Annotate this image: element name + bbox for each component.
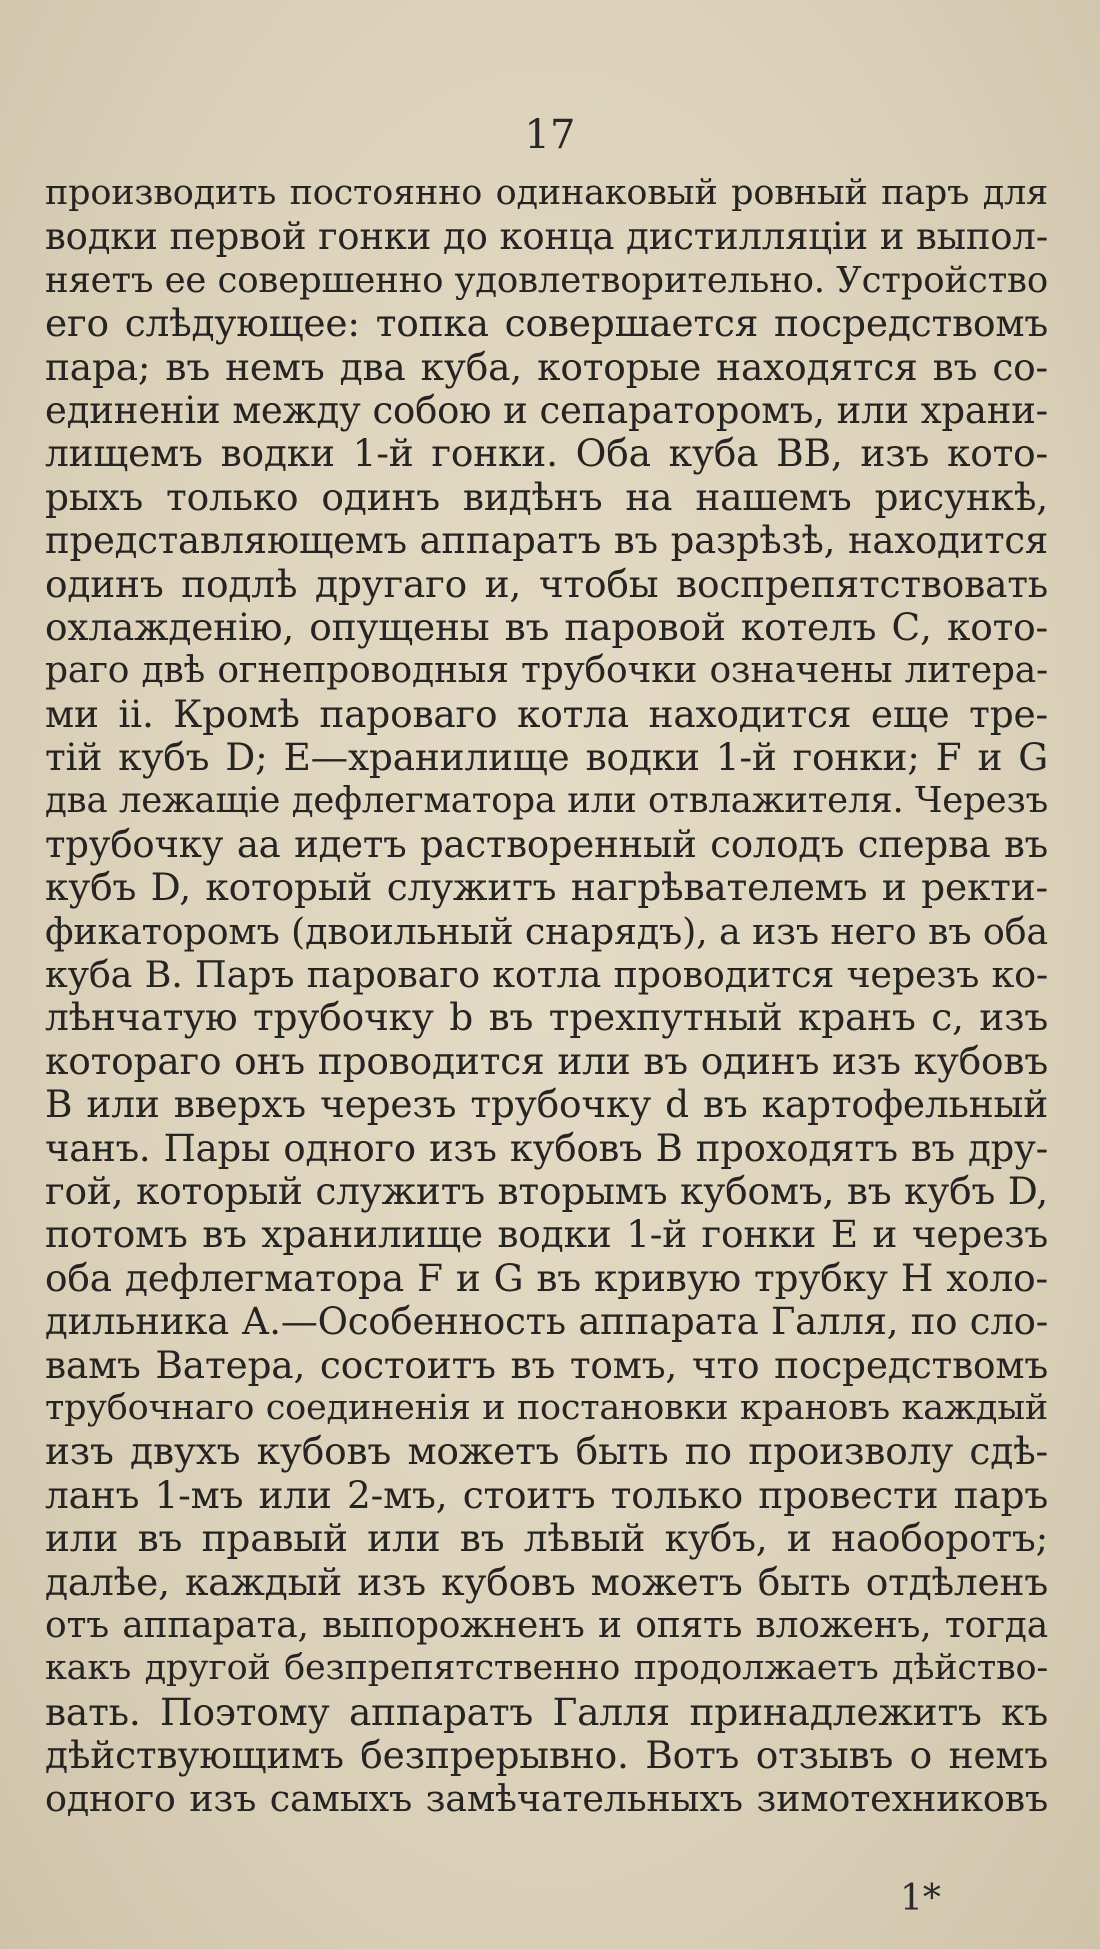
text-line: куба В. Паръ пароваго котла проводится черезъ ко- bbox=[45, 953, 1048, 997]
text-line: его слѣдующее: топка совершается посредствомъ bbox=[45, 301, 1048, 346]
text-line: тій кубъ D; Е—хранилище водки 1-й гонки; F и G bbox=[45, 735, 1048, 780]
text-line: вамъ Ватера, состоитъ въ томъ, что посредствомъ bbox=[45, 1342, 1048, 1387]
text-line: трубочку aa идетъ растворенный солодъ сперва въ bbox=[45, 822, 1048, 866]
text-line: единеніи между собою и сепараторомъ, или храни- bbox=[45, 388, 1048, 432]
text-line: далѣе, каждый изъ кубовъ можетъ быть отдѣленъ bbox=[45, 1559, 1048, 1604]
text-line: дильника А.—Особенность аппарата Галля, по сло- bbox=[45, 1300, 1048, 1344]
text-line: производить постоянно одинаковый ровный паръ для bbox=[45, 173, 1048, 213]
text-line: котораго онъ проводится или въ одинъ изъ кубовъ bbox=[45, 1038, 1048, 1083]
text-line: раго двѣ огнепроводныя трубочки означены литера- bbox=[45, 650, 1048, 692]
text-line: рыхъ только одинъ видѣнъ на нашемъ рисункѣ, bbox=[45, 474, 1048, 519]
body-text bbox=[45, 172, 1048, 1821]
text-line: дѣйствующимъ безпрерывно. Вотъ отзывъ о немъ bbox=[45, 1733, 1048, 1778]
text-line: кубъ D, который служитъ нагрѣвателемъ и ректи- bbox=[45, 865, 1048, 910]
text-line: фикаторомъ (двоильный снарядъ), а изъ него въ оба bbox=[45, 909, 1048, 953]
text-line: одного изъ самыхъ замѣчательныхъ зимотехниковъ bbox=[45, 1777, 1048, 1821]
text-line: вать. Поэтому аппаратъ Галля принадлежитъ къ bbox=[45, 1689, 1048, 1734]
text-line: два лежащіе дефлегматора или отвлажителя. Черезъ bbox=[45, 780, 1048, 822]
page-number: 17 bbox=[524, 112, 576, 158]
text-line: В или вверхъ черезъ трубочку d въ картофельный bbox=[45, 1082, 1048, 1127]
text-line: лищемъ водки 1-й гонки. Оба куба ВВ, изъ кото- bbox=[45, 431, 1048, 476]
text-line: гой, который служитъ вторымъ кубомъ, въ кубъ D, bbox=[45, 1168, 1048, 1213]
text-line: потомъ въ хранилище водки 1-й гонки Е и черезъ bbox=[45, 1212, 1048, 1257]
text-line: или въ правый или въ лѣвый кубъ, и наоборотъ; bbox=[45, 1516, 1048, 1561]
signature-mark: 1* bbox=[900, 1878, 941, 1919]
text-line: охлажденію, опущены въ паровой котелъ С, кото- bbox=[45, 604, 1048, 649]
text-line: какъ другой безпрепятственно продолжаетъ дѣйство- bbox=[45, 1648, 1048, 1689]
text-line: лѣнчатую трубочку b въ трехпутный кранъ с, изъ bbox=[45, 995, 1048, 1040]
text-line: изъ двухъ кубовъ можетъ быть по произволу сдѣ- bbox=[45, 1429, 1048, 1474]
text-line: трубочнаго соединенія и постановки крановъ каждый bbox=[45, 1387, 1048, 1428]
text-line: оба дефлегматора F и G въ кривую трубку H холо- bbox=[45, 1255, 1048, 1300]
text-line: ми ii. Кромѣ пароваго котла находится еще тре- bbox=[45, 691, 1048, 736]
text-line: водки первой гонки до конца дистилляціи и выпол- bbox=[45, 215, 1048, 259]
text-line: няетъ ее совершенно удовлетворительно. Устройство bbox=[45, 259, 1048, 301]
text-line: ланъ 1-мъ или 2-мъ, стоитъ только провести паръ bbox=[45, 1472, 1048, 1517]
text-line: одинъ подлѣ другаго и, чтобы воспрепятствовать bbox=[45, 561, 1048, 606]
text-line: отъ аппарата, выпорожненъ и опять вложенъ, тогда bbox=[45, 1604, 1048, 1646]
text-line: представляющемъ аппаратъ въ разрѣзѣ, находится bbox=[45, 519, 1048, 563]
text-line: пара; въ немъ два куба, которые находятся въ со- bbox=[45, 344, 1048, 389]
text-line: чанъ. Пары одного изъ кубовъ В проходятъ въ дру- bbox=[45, 1126, 1048, 1170]
